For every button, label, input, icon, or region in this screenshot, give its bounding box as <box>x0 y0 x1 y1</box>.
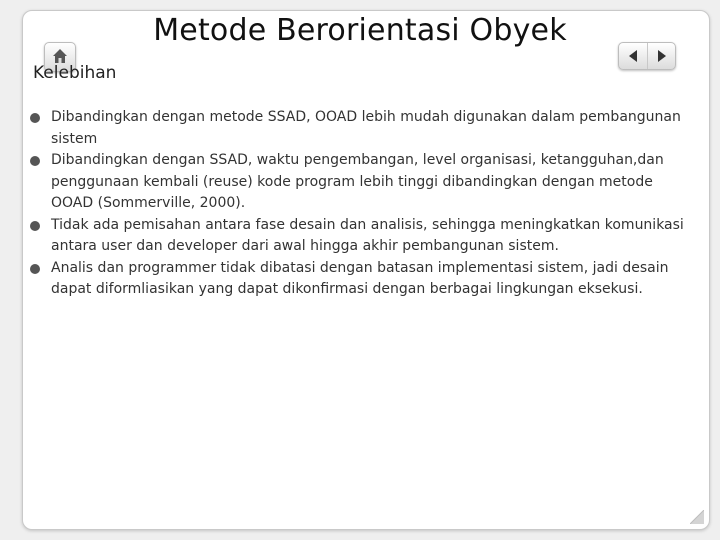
bullet-list <box>30 107 690 301</box>
section-label: Kelebihan <box>33 63 117 83</box>
prev-slide-button[interactable] <box>619 43 647 69</box>
list-item-text: Dibandingkan dengan SSAD, waktu pengembangan, level organisasi, ketangguhan,dan penggunaan kembali (reuse) kode program lebih tinggi dibandingkan dengan metode OOAD (Sommerville, 2000). <box>51 152 664 211</box>
list-item <box>30 150 690 215</box>
home-icon <box>52 48 68 64</box>
list-item <box>30 107 690 150</box>
slide-title: Metode Berorientasi Obyek <box>153 13 567 48</box>
next-slide-button[interactable] <box>647 43 676 69</box>
list-item <box>30 258 690 301</box>
bullet-dot-icon <box>30 264 40 274</box>
list-item-text: Dibandingkan dengan metode SSAD, OOAD lebih mudah digunakan dalam pembangunan sistem <box>51 109 681 147</box>
list-item-text: Tidak ada pemisahan antara fase desain dan analisis, sehingga meningkatkan komunikasi antara user dan developer dari awal hingga akhir pembangunan sistem. <box>51 216 684 254</box>
page-curl-icon <box>690 510 704 524</box>
bullet-dot-icon <box>30 156 40 166</box>
bullet-dot-icon <box>30 221 40 231</box>
list-item <box>30 215 690 258</box>
bullet-dot-icon <box>30 113 40 123</box>
slide-navigation <box>618 42 676 70</box>
list-item-text: Analis dan programmer tidak dibatasi dengan batasan implementasi sistem, jadi desain dapat diformliasikan yang dapat dikonfirmasi dengan berbagai lingkungan eksekusi. <box>51 259 669 297</box>
arrow-left-icon <box>628 50 638 62</box>
arrow-right-icon <box>657 50 667 62</box>
